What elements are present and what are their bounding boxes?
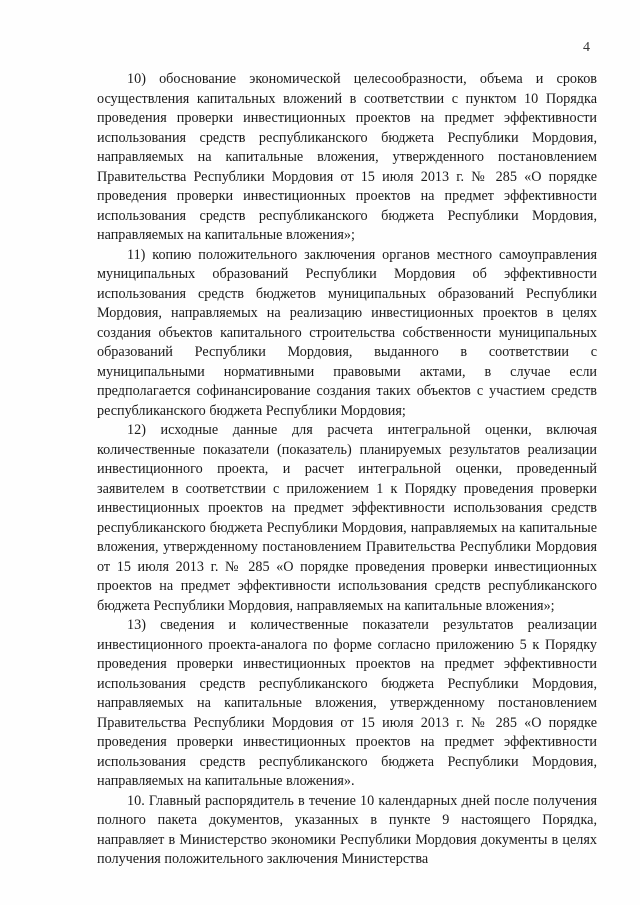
paragraph-item-12: 12) исходные данные для расчета интегральной оценки, включая количественные показатели (показатель) планируемых результатов реализации инвестиционного проекта, и расчет интегральной оценки, проведенный заявителем в соответствии с приложением 1 к Порядку проведения проверки инвестиционных проектов на предмет эффективности использования средств республиканского бюджета Республики Мордовия, направляемых на капитальные вложения, утвержденному постановлением Правительства Республики Мордовия от 15 июля 2013 г. № 285 «О порядке проведения проверки инвестиционных проектов на предмет эффективности использования средств республиканского бюджета Республики Мордовия, направляемых на капитальные вложения»; — [97, 422, 597, 614]
paragraph-clause-10: 10. Главный распорядитель в течение 10 календарных дней после получения полного пакета документов, указанных в пункте 9 настоящего Порядка, направляет в Министерство экономики Республики Мордовия документы в целях получения положительного заключения Министерства — [97, 792, 597, 867]
paragraph-item-11: 11) копию положительного заключения органов местного самоуправления муниципальных образований Республики Мордовия об эффективности использования средств бюджетов муниципальных образований Республики Мордовия, направляемых на реализацию инвестиционных проектов в целях создания объектов капитального строительства собственности муниципальных образований Республики Мордовия, выданного в соответствии с муниципальными нормативными правовыми актами, в случае если предполагается софинансирование создания таких объектов с участием средств республиканского бюджета Республики Мордовия; — [97, 246, 597, 419]
paragraph-item-13: 13) сведения и количественные показатели результатов реализации инвестиционного проекта-аналога по форме согласно приложению 5 к Порядку проведения проверки инвестиционных проектов на предмет эффективности использования средств республиканского бюджета Республики Мордовия, направляемых на капитальные вложения, утвержденному постановлением Правительства Республики Мордовия от 15 июля 2013 г. № 285 «О порядке проведения проверки инвестиционных проектов на предмет эффективности использования средств республиканского бюджета Республики Мордовия, направляемых на капитальные вложения». — [97, 617, 597, 789]
paragraph-item-10: 10) обоснование экономической целесообразности, объема и сроков осуществления капитальных вложений в соответствии с пунктом 10 Порядка проведения проверки инвестиционных проектов на предмет эффективности использования средств республиканского бюджета Республики Мордовия, направляемых на капитальные вложения, утвержденного постановлением Правительства Республики Мордовия от 15 июля 2013 г. № 285 «О порядке проведения проверки инвестиционных проектов на предмет эффективности использования средств республиканского бюджета Республики Мордовия, направляемых на капитальные вложения»; — [97, 71, 597, 243]
page-number: 4 — [583, 40, 590, 55]
document-body — [97, 70, 597, 870]
